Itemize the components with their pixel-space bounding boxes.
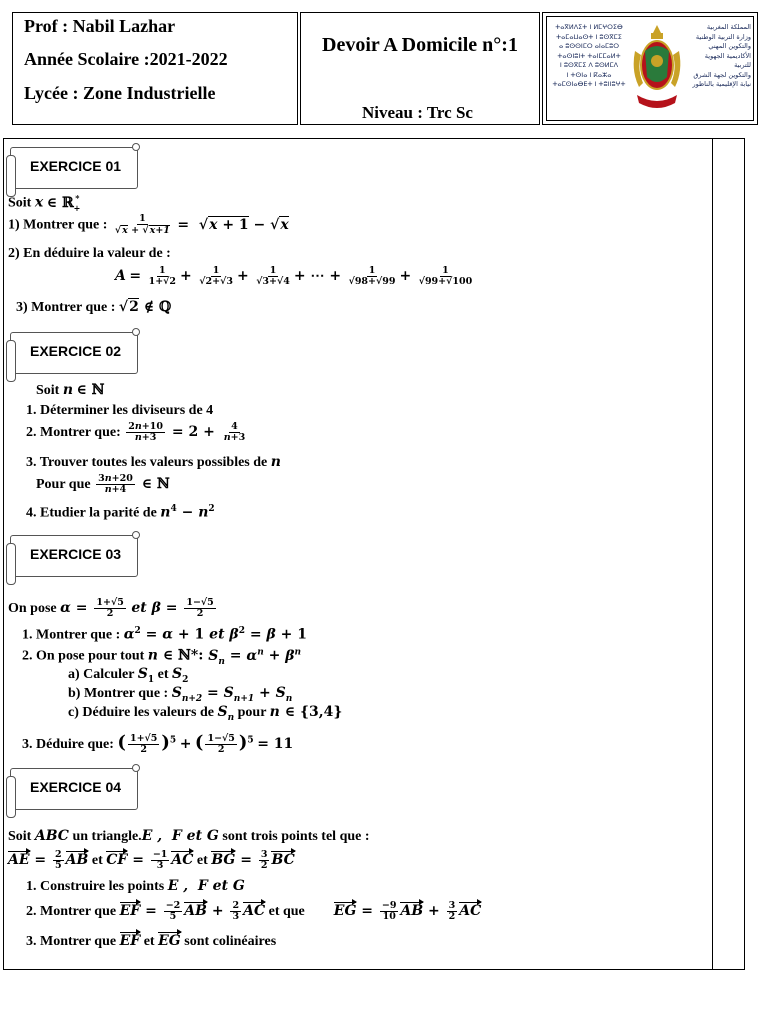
prof-name: Prof : Nabil Lazhar bbox=[24, 16, 176, 36]
margin-line bbox=[712, 138, 713, 970]
ministry-logo bbox=[542, 12, 758, 125]
ex2-pour-que: Pour que $\frac{3n+20}{n+4}$ ∈ ℕ bbox=[36, 473, 170, 496]
ex1-question-2: 2) En déduire la valeur de : bbox=[8, 246, 171, 261]
coat-of-arms-icon bbox=[627, 21, 687, 117]
ex2-item-3: 3. Trouver toutes les valeurs possibles de n bbox=[26, 454, 281, 470]
ex3-question-3: 3. Déduire que: ( $\frac{1+√5}{2}$ )$^5$ + ( $\frac{1-√5}{2}$ )$^5$ = 11 bbox=[22, 732, 294, 756]
exercise-03-title: EXERCICE 03 bbox=[30, 546, 122, 562]
ex3-question-2a: a) Calculer $S_1$ et $S_2$ bbox=[68, 666, 189, 685]
exercise-02-banner bbox=[6, 330, 140, 374]
ex2-item-1: 1. Déterminer les diviseurs de 4 bbox=[26, 403, 214, 418]
ex1-question-3: 3) Montrer que : √2 ∉ ℚ bbox=[16, 299, 172, 315]
ex2-item-4: 4. Etudier la parité de $n^4 - n^2$ bbox=[26, 504, 215, 521]
exercise-01-title: EXERCICE 01 bbox=[30, 158, 122, 174]
ex4-question-2: 2. Montrer que EF = $\frac{-2}{5}$ AB + $\frac{2}{3}$ AC et que EG = $\frac{-9}{10}$ AB + $\frac{3}{2}$ AC bbox=[26, 900, 482, 923]
school-year: Année Scolaire :2021-2022 bbox=[24, 49, 228, 69]
ex2-item-2: 2. Montrer que: $\frac{2n+10}{n+3}$ = 2 + $\frac{4}{n+3}$ bbox=[26, 421, 246, 444]
ex2-intro: Soit n ∈ ℕ bbox=[36, 382, 105, 398]
ex4-question-3: 3. Montrer que EF et EG sont colinéaires bbox=[26, 933, 277, 949]
ex1-sum-formula: A = $\frac{1}{1+√2}$ + $\frac{1}{√2+√3}$ + $\frac{1}{√3+√4}$ + ⋯ + $\frac{1}{√98+√99}$ + $\frac{1}{√99+√100}$ bbox=[115, 265, 473, 288]
logo-tifinagh-text: ⵜⴰⴳⵍⴷⵉⵜ ⵏ ⵍⵎⵖⵔⵉⴱ ⵜⴰⵎⴰⵡⴰⵙⵜ ⵏ ⵓⵙⴳⵎⵉ ⴰ ⵓⵙⵙⵏⵎⵔ ⴰⵏⴰⵎⵓⵔ ⵜⴰⵙⵏⵓⵏⵜ ⵜⴰⵏⵎⵎⴰⵍⵜ ⵏ ⵓⵙⴳⵎⵉ ⴷ ⵓⵙⵍⵎⴷ ⵏ ⵜⵙⵏⴰ ⵏ ⴽⴰⵣⴰ ⵜⴰⵎⵙⵏⴰⴱⴹⵜ ⵏ ⵜⵓⵏⵏⵓⵖⵜ bbox=[552, 23, 626, 88]
logo-arabic-text: المملكة المغربية وزارة التربية الوطنية والتكوين المهني الأكاديمية الجهوية للتربية والتكوين لجهة الشرق نيابة الإقليمية بالناظور bbox=[692, 23, 751, 88]
exercise-01-banner bbox=[6, 145, 140, 189]
lycee-name: Lycée : Zone Industrielle bbox=[24, 83, 216, 103]
ex4-intro: Soit ABC un triangle.E , F et G sont trois points tel que : bbox=[8, 828, 370, 844]
ex4-relations: AE = $\frac{2}{5}$ AB et CF = $\frac{-1}{3}$ AC et BG = $\frac{3}{2}$ BC bbox=[8, 849, 295, 872]
ex3-question-1: 1. Montrer que : $\alpha^2 = \alpha + 1$ et $\beta^2 = \beta + 1$ bbox=[22, 626, 307, 643]
ex1-intro: Soit x ∈ ℝ$_+$* bbox=[8, 193, 81, 213]
ex4-question-1: 1. Construire les points E , F et G bbox=[26, 878, 245, 894]
ex3-question-2c: c) Déduire les valeurs de $S_n$ pour n ∈ {3,4} bbox=[68, 704, 343, 723]
exercise-03-banner bbox=[6, 533, 140, 577]
ex3-question-2: 2. On pose pour tout n ∈ ℕ*: $S_n = \alpha^n + \beta^n$ bbox=[22, 647, 302, 667]
ex1-question-1: 1) Montrer que : $\frac{1}{√x + √x+1}$ = √x + 1 − √x bbox=[8, 213, 289, 237]
exercise-04-banner bbox=[6, 766, 140, 810]
ex3-on-pose: On pose α = $\frac{1+√5}{2}$ et β = $\frac{1-√5}{2}$ bbox=[8, 597, 214, 620]
exercise-02-title: EXERCICE 02 bbox=[30, 343, 122, 359]
devoir-title: Devoir A Domicile n°:1 bbox=[322, 34, 518, 56]
exercise-04-title: EXERCICE 04 bbox=[30, 779, 122, 795]
niveau-label: Niveau : Trc Sc bbox=[362, 103, 473, 122]
ex3-question-2b: b) Montrer que : $S_{n+2} = S_{n+1} + S_n$ bbox=[68, 685, 293, 704]
